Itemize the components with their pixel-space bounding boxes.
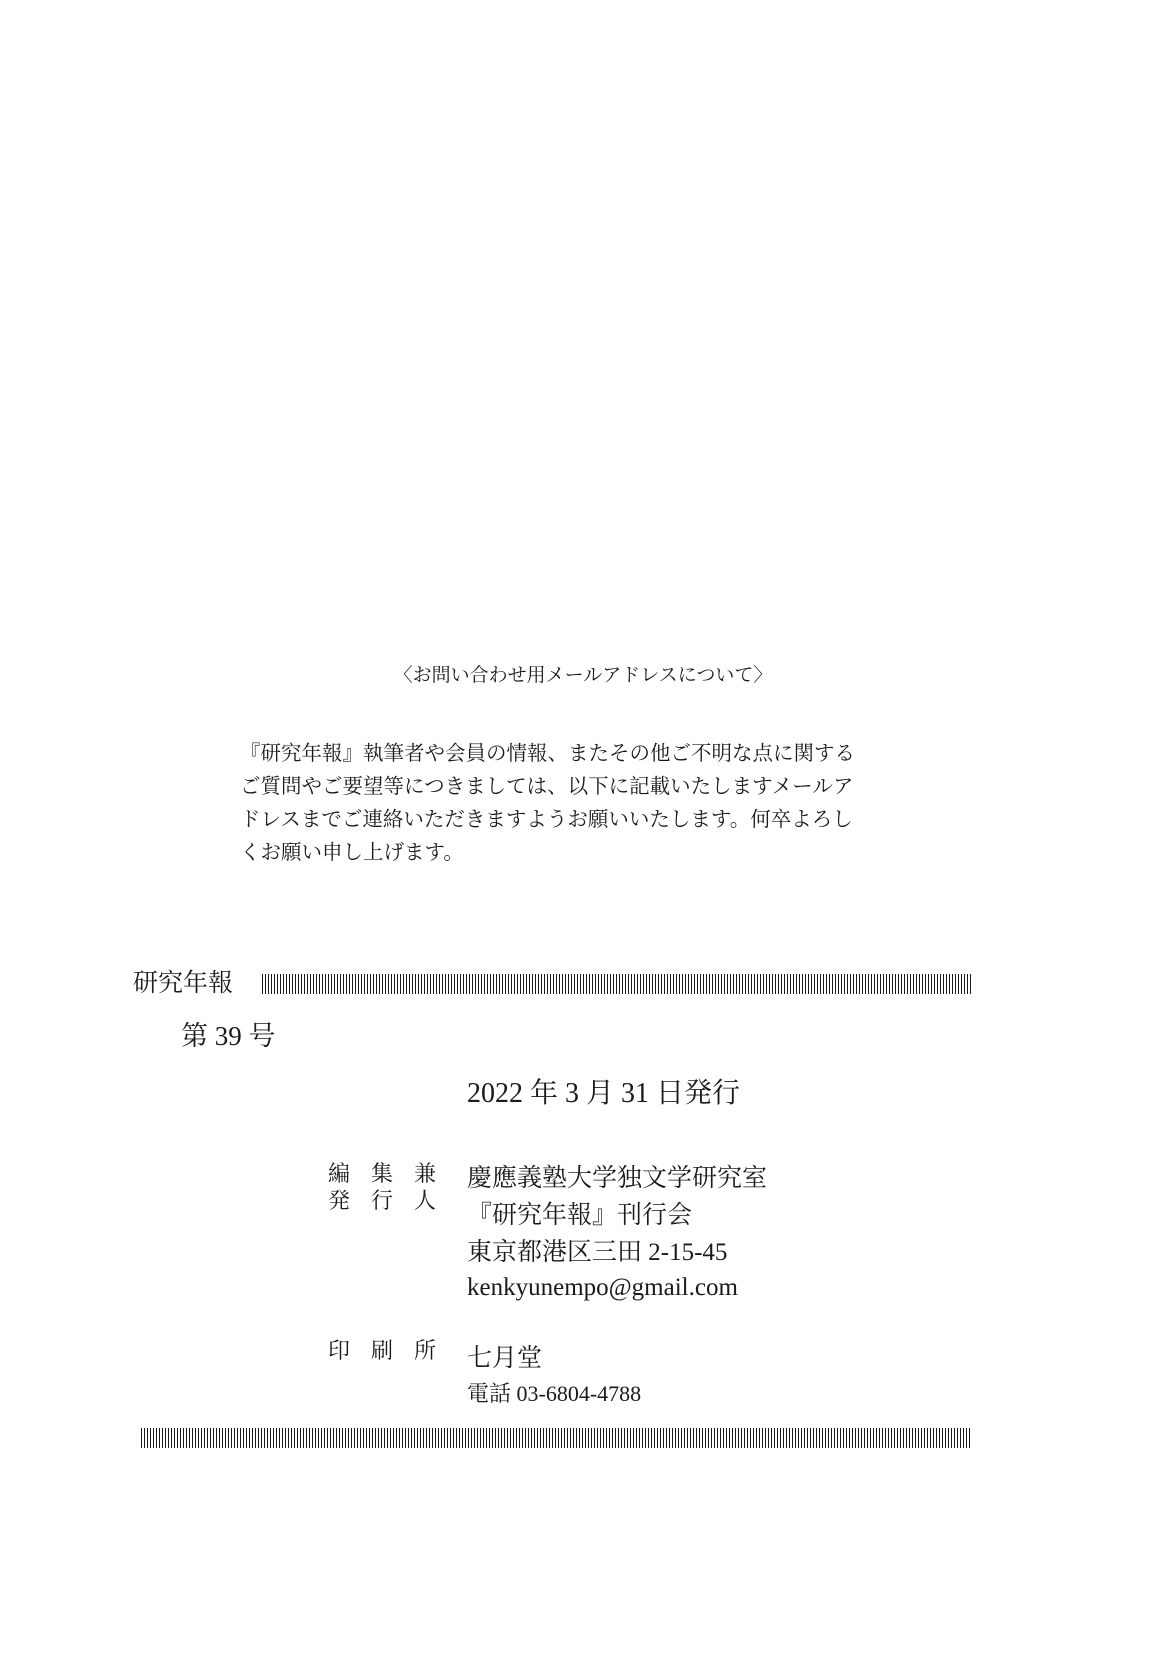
- editor-label-line: 発 行 人: [328, 1189, 443, 1214]
- printer-name: [467, 1338, 542, 1374]
- printer-phone-text: 電話 03-6804-4788: [467, 1381, 642, 1406]
- editor-address: 東京都港区三田 2-15-45: [467, 1239, 728, 1266]
- contact-heading: 〈お問い合わせ用メールアドレスについて〉: [393, 664, 773, 686]
- editor-label-line: 編 集 兼: [328, 1162, 443, 1187]
- publication-date: 2022 年 3 月 31 日発行: [467, 1078, 741, 1109]
- hatched-divider-bottom: [141, 1428, 972, 1448]
- printer-phone: [467, 1377, 641, 1408]
- contact-paragraph: [240, 737, 920, 869]
- editor-publisher-label: [328, 1161, 443, 1215]
- printer-label: [328, 1338, 443, 1365]
- printer-label-text: 印 刷 所: [328, 1339, 443, 1364]
- printer-name-text: 七月堂: [467, 1345, 543, 1372]
- contact-line: くお願い申し上げます。: [240, 840, 464, 864]
- editor-publisher-info: [467, 1160, 767, 1304]
- contact-line: ドレスまでご連絡いただきますようお願いいたします。何卒よろし: [240, 807, 853, 831]
- editor-organization: 慶應義塾大学独文学研究室: [467, 1165, 768, 1192]
- issue-number: 第 39 号: [181, 1021, 276, 1051]
- contact-line: ご質問やご要望等につきましては、以下に記載いたしますメールア: [240, 774, 854, 798]
- editor-committee: 『研究年報』刊行会: [467, 1202, 693, 1229]
- contact-line: 『研究年報』執筆者や会員の情報、またその他ご不明な点に関する: [240, 741, 855, 765]
- editor-email: kenkyunempo@gmail.com: [467, 1274, 738, 1301]
- journal-title: 研究年報: [133, 968, 234, 997]
- hatched-divider-top: [262, 974, 972, 994]
